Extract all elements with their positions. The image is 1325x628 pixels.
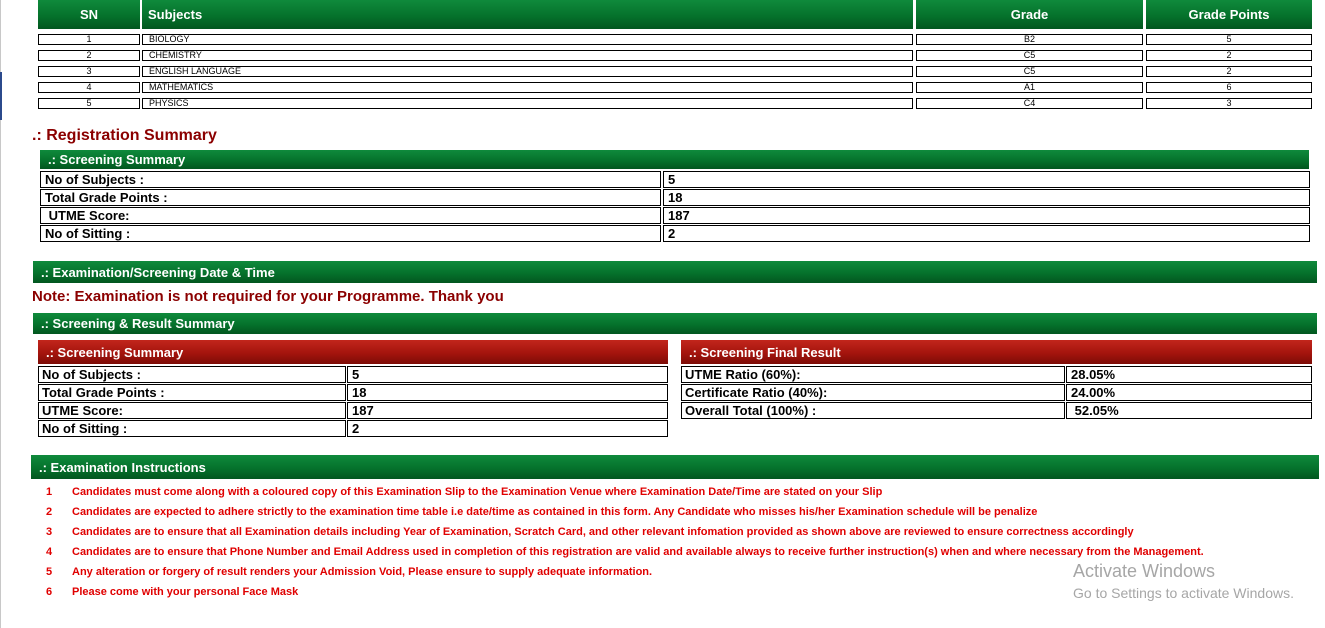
subject-name: BIOLOGY <box>142 34 913 45</box>
reg-value-text: 187 <box>668 208 690 223</box>
subject-points: 3 <box>1146 98 1312 109</box>
reg-value <box>663 225 1310 242</box>
instruction-number: 2 <box>46 506 53 518</box>
subject-name: ENGLISH LANGUAGE <box>142 66 913 77</box>
activate-windows-subtitle: Go to Settings to activate Windows. <box>1073 585 1294 601</box>
final-result-value <box>1066 402 1312 419</box>
subject-sn: 4 <box>38 82 140 93</box>
instruction-text: Candidates are to ensure that Phone Number and Email Address used in completion of this registration are valid and available always to receive further instruction(s) when and where necessary from the Management. <box>72 546 1204 558</box>
instruction-number: 6 <box>46 586 53 598</box>
subject-name: MATHEMATICS <box>142 82 913 93</box>
result-screening-header <box>38 340 668 364</box>
instruction-text: Candidates are to ensure that all Examination details including Year of Examination, Scratch Card, and other relevant infomation provided as shown above are reviewed to ensure correctness accordingly <box>72 526 1134 538</box>
scroll-indicator <box>0 72 2 120</box>
reg-value <box>663 171 1310 188</box>
final-result-header <box>681 340 1312 364</box>
exam-date-header <box>33 261 1317 283</box>
final-result-value-text: 24.00% <box>1071 385 1116 400</box>
subject-grade: B2 <box>916 34 1143 45</box>
subject-sn: 5 <box>38 98 140 109</box>
subject-grade: C4 <box>916 98 1143 109</box>
reg-label-text: UTME Score: <box>45 208 130 223</box>
instruction-text: Candidates are expected to adhere strictly to the examination time table i.e date/time as contained in this form. Any Candidate who misses his/her Examination schedule will be penalize <box>72 506 1038 518</box>
subject-points: 6 <box>1146 82 1312 93</box>
reg-label <box>40 207 661 224</box>
result-screening-label <box>38 402 346 419</box>
result-screening-value-text: 5 <box>352 367 360 382</box>
reg-value-text: 5 <box>668 172 676 187</box>
result-screening-label <box>38 420 346 437</box>
final-result-value-text: 28.05% <box>1071 367 1116 382</box>
instruction-number: 5 <box>46 566 53 578</box>
instruction-number: 4 <box>46 546 53 558</box>
instruction-number: 3 <box>46 526 53 538</box>
reg-label <box>40 225 661 242</box>
result-screening-label-text: No of Sitting : <box>42 421 128 436</box>
subjects-header-subjects <box>142 0 913 29</box>
subjects-header-subjects-label: Subjects <box>148 7 203 22</box>
result-screening-label-text: Total Grade Points : <box>42 385 165 400</box>
final-result-value <box>1066 366 1312 383</box>
subjects-header-grade-points <box>1146 0 1312 29</box>
subject-grade: C5 <box>916 66 1143 77</box>
activate-windows-title: Activate Windows <box>1073 561 1216 581</box>
subjects-header-sn-label: SN <box>79 7 99 22</box>
reg-label-text: No of Subjects : <box>45 172 144 187</box>
result-summary-header <box>33 313 1317 334</box>
reg-label-text: Total Grade Points : <box>45 190 168 205</box>
result-screening-header-label: .: Screening Summary <box>46 344 184 360</box>
final-result-label-text: Overall Total (100%) : <box>685 403 817 418</box>
result-screening-value <box>347 420 668 437</box>
final-result-value-text: 52.05% <box>1071 403 1119 418</box>
subject-sn: 3 <box>38 66 140 77</box>
result-screening-value-text: 18 <box>352 385 367 400</box>
screening-summary-header-label: .: Screening Summary <box>48 152 186 167</box>
result-screening-label-text: No of Subjects : <box>42 367 141 382</box>
reg-label <box>40 189 661 206</box>
subject-points: 2 <box>1146 50 1312 61</box>
instruction-text: Please come with your personal Face Mask <box>72 586 299 598</box>
subject-grade: C5 <box>916 50 1143 61</box>
result-screening-label-text: UTME Score: <box>42 403 123 418</box>
registration-summary-title: .: Registration Summary <box>32 127 217 144</box>
instructions-header-label: .: Examination Instructions <box>39 459 206 475</box>
final-result-label <box>681 402 1065 419</box>
instructions-header <box>31 455 1319 479</box>
screening-summary-header <box>40 150 1309 169</box>
final-result-label-text: Certificate Ratio (40%): <box>685 385 828 400</box>
reg-value <box>663 207 1310 224</box>
final-result-value <box>1066 384 1312 401</box>
final-result-header-label: .: Screening Final Result <box>689 344 841 360</box>
result-screening-value-text: 2 <box>352 421 360 436</box>
subjects-header-sn <box>38 0 140 29</box>
result-screening-label <box>38 384 346 401</box>
exam-note: Note: Examination is not required for your Programme. Thank you <box>32 288 504 305</box>
final-result-label <box>681 366 1065 383</box>
subject-sn: 1 <box>38 34 140 45</box>
reg-value-text: 2 <box>668 226 676 241</box>
subject-name: PHYSICS <box>142 98 913 109</box>
result-screening-label <box>38 366 346 383</box>
subject-points: 2 <box>1146 66 1312 77</box>
final-result-label-text: UTME Ratio (60%): <box>685 367 801 382</box>
subject-name: CHEMISTRY <box>142 50 913 61</box>
instruction-text: Candidates must come along with a coloured copy of this Examination Slip to the Examination Venue where Examination Date/Time are stated on your Slip <box>72 486 883 498</box>
final-result-label <box>681 384 1065 401</box>
result-screening-value <box>347 384 668 401</box>
reg-label <box>40 171 661 188</box>
reg-label-text: No of Sitting : <box>45 226 131 241</box>
reg-value-text: 18 <box>668 190 683 205</box>
result-screening-value <box>347 366 668 383</box>
subjects-header-grade <box>916 0 1143 29</box>
result-screening-value-text: 187 <box>352 403 374 418</box>
instruction-number: 1 <box>46 486 53 498</box>
instruction-text: Any alteration or forgery of result renders your Admission Void, Please ensure to supply adequate information. <box>72 566 653 578</box>
subject-sn: 2 <box>38 50 140 61</box>
result-screening-value <box>347 402 668 419</box>
subject-points: 5 <box>1146 34 1312 45</box>
result-summary-header-label: .: Screening & Result Summary <box>41 316 235 331</box>
exam-date-header-label: .: Examination/Screening Date & Time <box>41 264 275 280</box>
subjects-header-grade-label: Grade <box>1010 7 1049 22</box>
reg-value <box>663 189 1310 206</box>
subjects-header-grade-points-label: Grade Points <box>1188 7 1270 22</box>
subject-grade: A1 <box>916 82 1143 93</box>
